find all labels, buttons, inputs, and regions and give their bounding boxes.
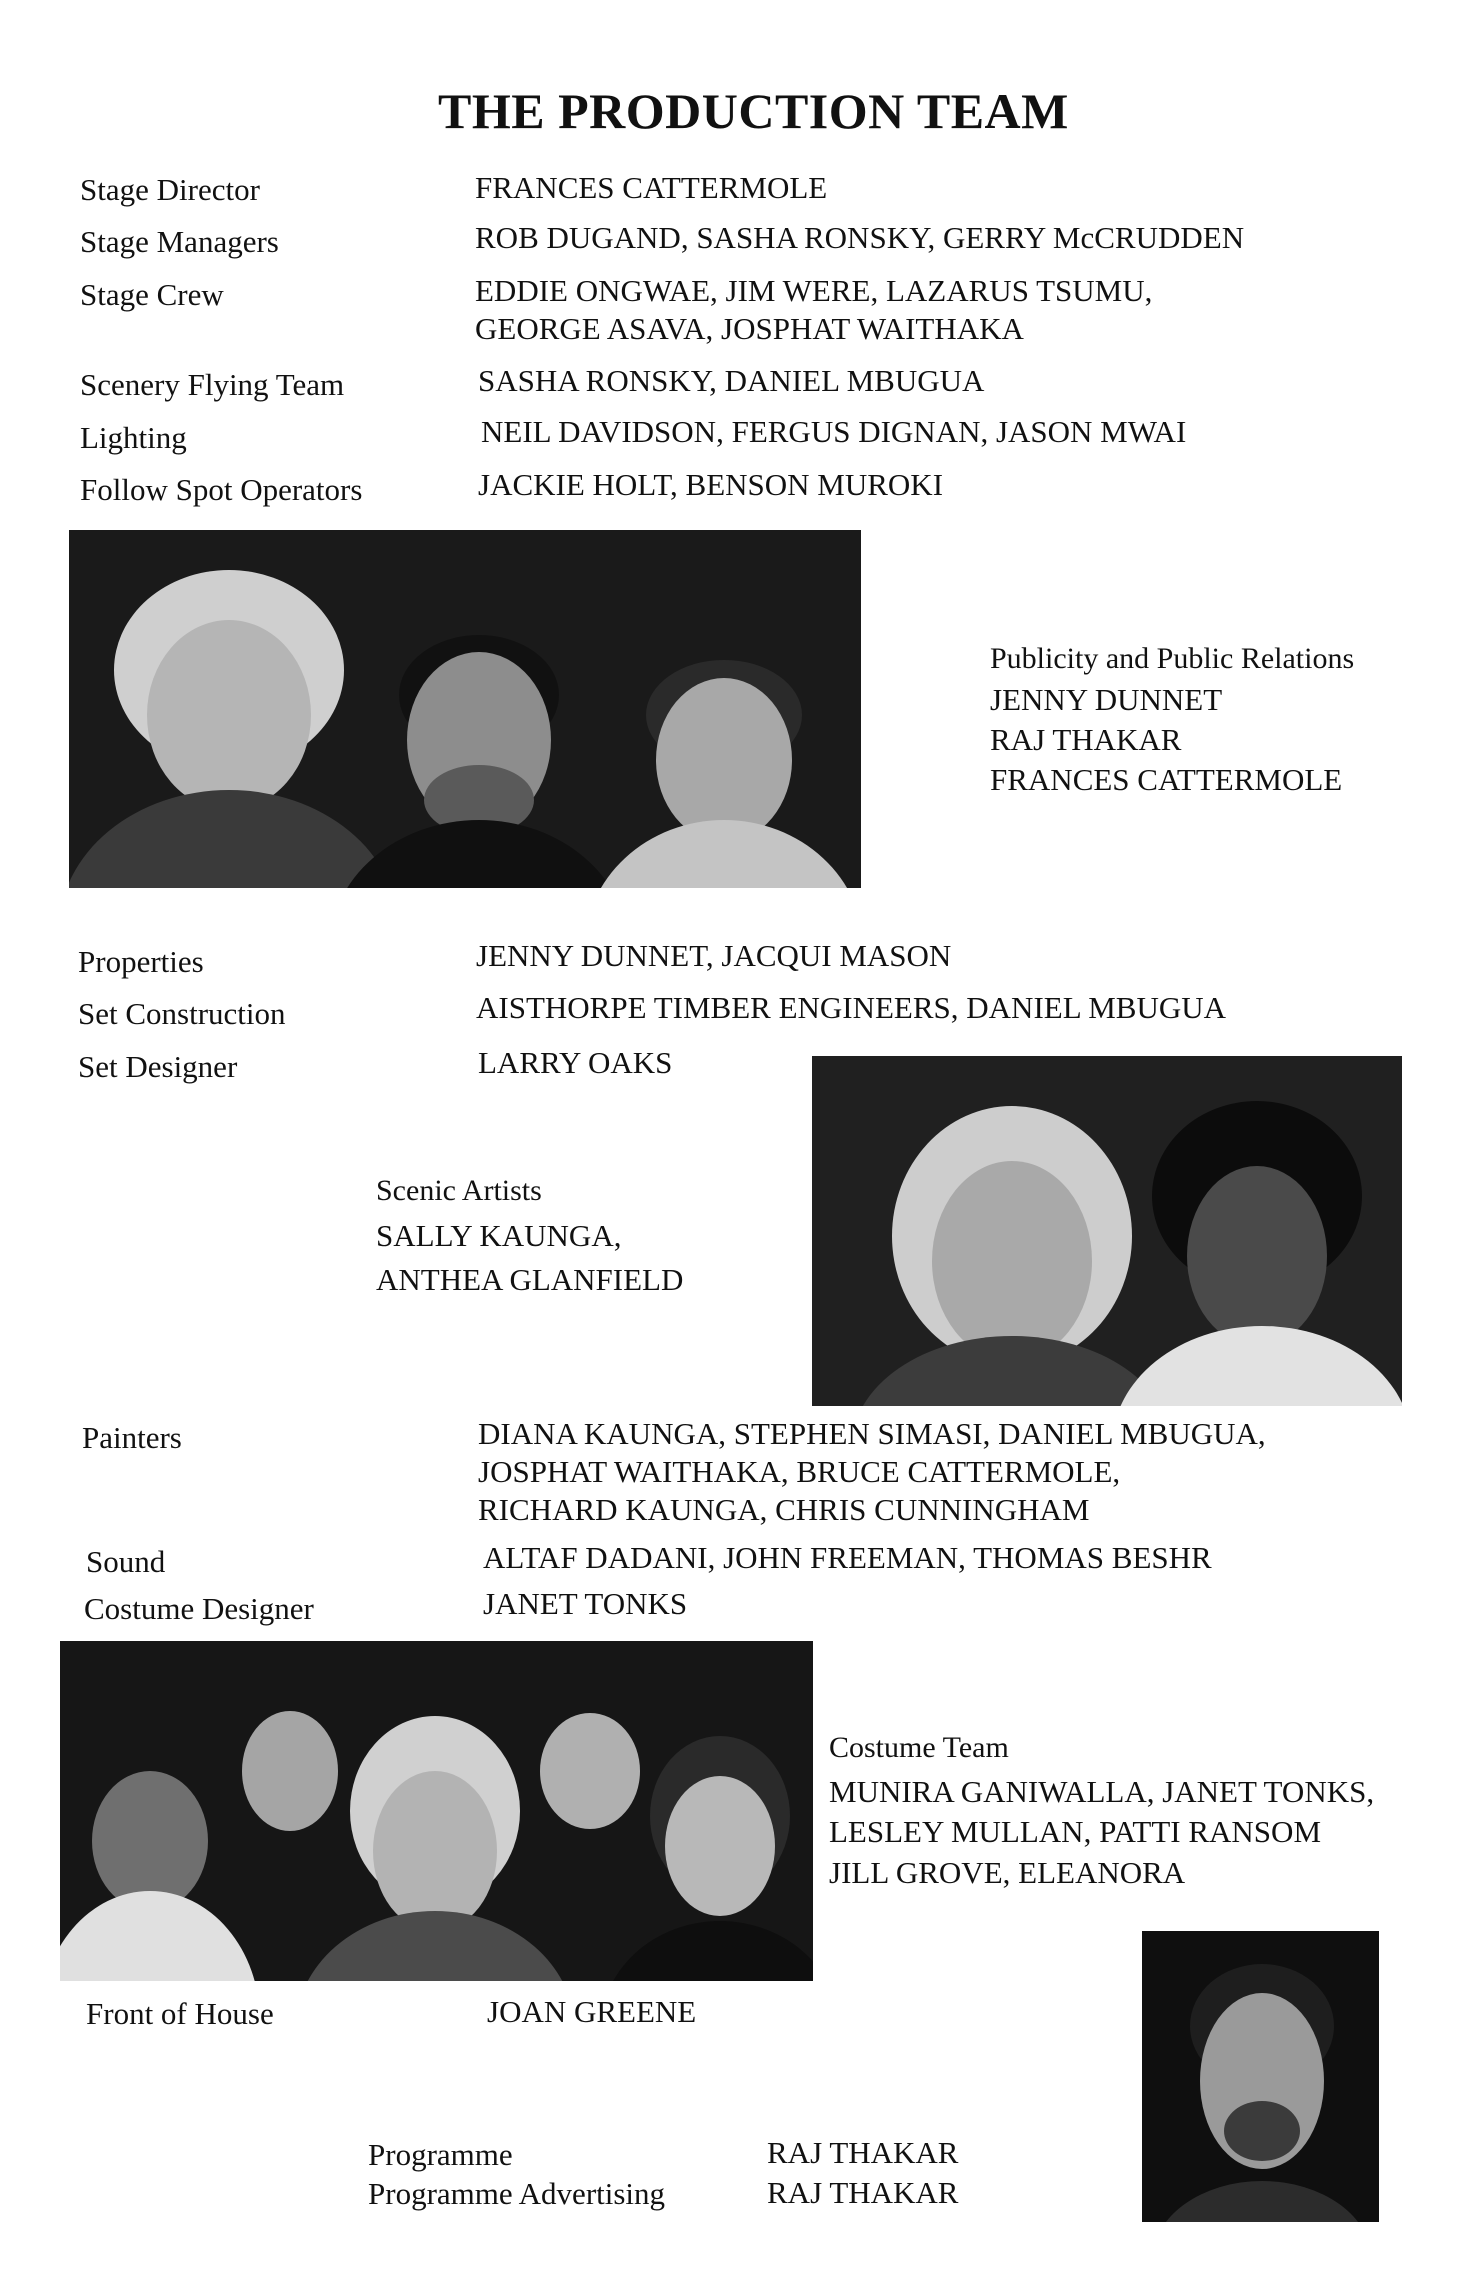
credit-names: GEORGE ASAVA, JOSPHAT WAITHAKA	[475, 311, 1024, 346]
credit-names: DIANA KAUNGA, STEPHEN SIMASI, DANIEL MBUGUA,	[478, 1416, 1266, 1451]
costume-team-name: LESLEY MULLAN, PATTI RANSOM	[829, 1814, 1322, 1849]
credit-names: AISTHORPE TIMBER ENGINEERS, DANIEL MBUGUA	[476, 990, 1227, 1025]
credit-role: Properties	[78, 944, 204, 979]
credit-names: JANET TONKS	[483, 1586, 688, 1621]
credit-role: Costume Designer	[84, 1591, 314, 1626]
publicity-name: JENNY DUNNET	[990, 682, 1223, 717]
credit-role: Set Construction	[78, 996, 286, 1031]
photo-illustration	[1142, 1931, 1379, 2222]
credit-names: JACKIE HOLT, BENSON MUROKI	[478, 467, 944, 502]
credit-names: EDDIE ONGWAE, JIM WERE, LAZARUS TSUMU,	[475, 273, 1153, 308]
photo-scenic-artists	[812, 1056, 1402, 1406]
credit-role: Stage Director	[80, 172, 260, 207]
credit-names: ALTAF DADANI, JOHN FREEMAN, THOMAS BESHR	[483, 1540, 1212, 1575]
credit-role: Set Designer	[78, 1049, 238, 1084]
costume-team-role: Costume Team	[829, 1731, 1009, 1764]
credit-names: JOSPHAT WAITHAKA, BRUCE CATTERMOLE,	[478, 1454, 1121, 1489]
credit-names: JENNY DUNNET, JACQUI MASON	[476, 938, 952, 973]
credit-role: Follow Spot Operators	[80, 472, 363, 507]
portrait-photo	[1142, 1931, 1379, 2222]
photo-illustration	[812, 1056, 1402, 1406]
photo-illustration	[60, 1641, 813, 1981]
scenic-name: ANTHEA GLANFIELD	[376, 1262, 684, 1297]
credit-names: FRANCES CATTERMOLE	[475, 170, 828, 205]
credit-names: ROB DUGAND, SASHA RONSKY, GERRY McCRUDDEN	[475, 220, 1245, 255]
credit-role: Lighting	[80, 420, 187, 455]
group-photo-publicity	[69, 530, 861, 888]
page-title: THE PRODUCTION TEAM	[438, 83, 1069, 139]
credit-names: NEIL DAVIDSON, FERGUS DIGNAN, JASON MWAI	[481, 414, 1187, 449]
group-photo-costume-team	[60, 1641, 813, 1981]
credit-role: Sound	[86, 1544, 166, 1579]
programme-advertising-name: RAJ THAKAR	[767, 2175, 959, 2210]
programme-name: RAJ THAKAR	[767, 2135, 959, 2170]
front-of-house-role: Front of House	[86, 1996, 274, 2031]
publicity-role: Publicity and Public Relations	[990, 642, 1355, 675]
scenic-name: SALLY KAUNGA,	[376, 1218, 622, 1253]
credit-names: SASHA RONSKY, DANIEL MBUGUA	[478, 363, 985, 398]
credit-names: LARRY OAKS	[478, 1045, 673, 1080]
front-of-house-name: JOAN GREENE	[487, 1994, 697, 2029]
credit-role: Painters	[82, 1420, 182, 1455]
programme-advertising-role: Programme Advertising	[368, 2176, 666, 2211]
costume-team-name: JILL GROVE, ELEANORA	[829, 1855, 1186, 1890]
credit-names: RICHARD KAUNGA, CHRIS CUNNINGHAM	[478, 1492, 1090, 1527]
photo-illustration	[69, 530, 861, 888]
credit-role: Scenery Flying Team	[80, 367, 345, 402]
programme-role: Programme	[368, 2137, 513, 2172]
scenic-role: Scenic Artists	[376, 1174, 542, 1207]
credit-role: Stage Managers	[80, 224, 279, 259]
credit-role: Stage Crew	[80, 277, 224, 312]
publicity-name: RAJ THAKAR	[990, 722, 1182, 757]
costume-team-name: MUNIRA GANIWALLA, JANET TONKS,	[829, 1774, 1375, 1809]
publicity-name: FRANCES CATTERMOLE	[990, 762, 1343, 797]
